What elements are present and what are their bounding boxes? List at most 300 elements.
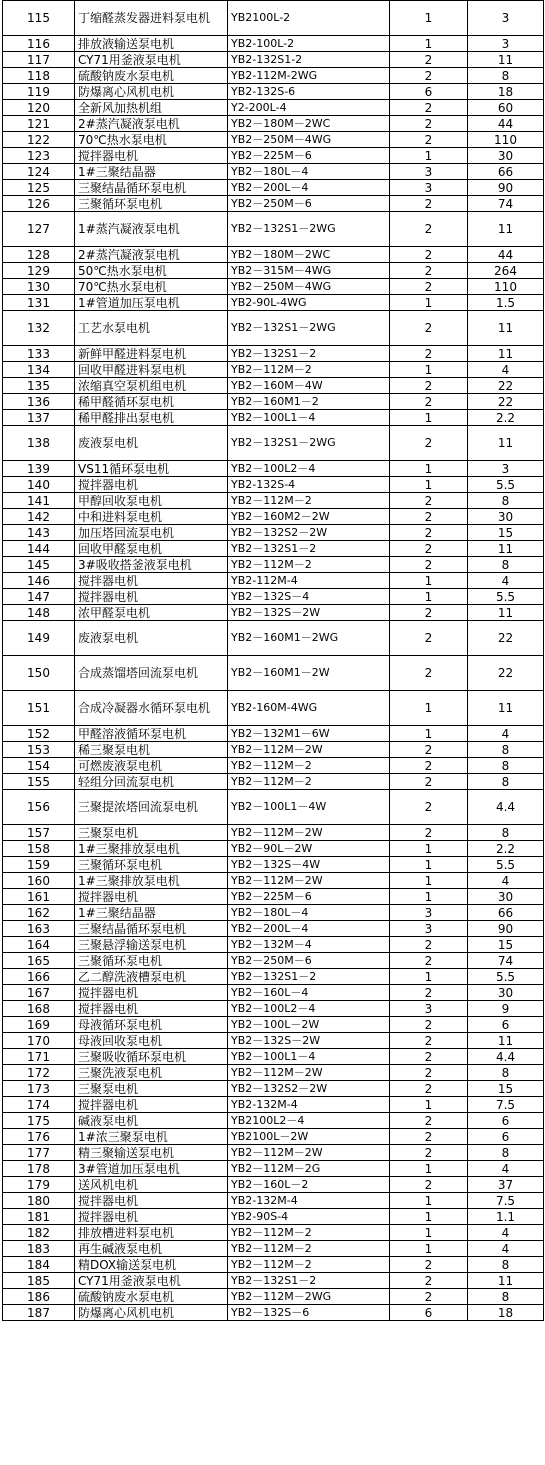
- row-number-cell: 157: [3, 825, 75, 841]
- row-number-cell: 117: [3, 52, 75, 68]
- power-cell: 11: [468, 541, 544, 557]
- power-cell: 3: [468, 36, 544, 52]
- quantity-cell: 2: [390, 426, 468, 461]
- equipment-name-cell: 2#蒸汽凝液泵电机: [75, 247, 228, 263]
- quantity-cell: 2: [390, 1177, 468, 1193]
- table-row: [3, 148, 544, 164]
- model-cell: YB2－132S1－2: [228, 346, 390, 362]
- equipment-name-cell: 稀三聚泵电机: [75, 742, 228, 758]
- table-row: [3, 378, 544, 394]
- model-cell: YB2－132S－6: [228, 1305, 390, 1321]
- quantity-cell: 2: [390, 378, 468, 394]
- equipment-name-cell: 三聚结晶循环泵电机: [75, 180, 228, 196]
- row-number-cell: 179: [3, 1177, 75, 1193]
- table-row: [3, 100, 544, 116]
- equipment-name-cell: 合成冷凝器水循环泵电机: [75, 691, 228, 726]
- quantity-cell: 2: [390, 1289, 468, 1305]
- model-cell: YB2－250M－4WG: [228, 279, 390, 295]
- power-cell: 1.1: [468, 1209, 544, 1225]
- equipment-name-cell: CY71用釜液泵电机: [75, 52, 228, 68]
- power-cell: 11: [468, 311, 544, 346]
- quantity-cell: 1: [390, 477, 468, 493]
- table-row: [3, 132, 544, 148]
- model-cell: YB2－112M－2: [228, 758, 390, 774]
- table-row: [3, 742, 544, 758]
- power-cell: 37: [468, 1177, 544, 1193]
- model-cell: YB2－132M1－6W: [228, 726, 390, 742]
- row-number-cell: 131: [3, 295, 75, 311]
- row-number-cell: 135: [3, 378, 75, 394]
- row-number-cell: 152: [3, 726, 75, 742]
- equipment-name-cell: 稀甲醛排出泵电机: [75, 410, 228, 426]
- table-row: [3, 1177, 544, 1193]
- power-cell: 7.5: [468, 1193, 544, 1209]
- table-row: [3, 889, 544, 905]
- model-cell: YB2－132S1－2: [228, 1273, 390, 1289]
- row-number-cell: 183: [3, 1241, 75, 1257]
- equipment-name-cell: 精三聚输送泵电机: [75, 1145, 228, 1161]
- equipment-name-cell: 1#蒸汽凝液泵电机: [75, 212, 228, 247]
- power-cell: 8: [468, 557, 544, 573]
- equipment-name-cell: 三聚悬浮输送泵电机: [75, 937, 228, 953]
- quantity-cell: 1: [390, 1, 468, 36]
- table-row: [3, 1145, 544, 1161]
- quantity-cell: 2: [390, 263, 468, 279]
- quantity-cell: 3: [390, 1001, 468, 1017]
- table-body: [3, 1, 544, 1321]
- equipment-name-cell: 1#三聚结晶器: [75, 905, 228, 921]
- table-row: [3, 557, 544, 573]
- quantity-cell: 2: [390, 196, 468, 212]
- model-cell: YB2-132S1-2: [228, 52, 390, 68]
- row-number-cell: 149: [3, 621, 75, 656]
- model-cell: YB2-100L-2: [228, 36, 390, 52]
- row-number-cell: 186: [3, 1289, 75, 1305]
- equipment-name-cell: 新鲜甲醛进料泵电机: [75, 346, 228, 362]
- model-cell: YB2－132S1－2: [228, 969, 390, 985]
- equipment-name-cell: 浓缩真空泵机组电机: [75, 378, 228, 394]
- table-row: [3, 426, 544, 461]
- table-row: [3, 726, 544, 742]
- row-number-cell: 125: [3, 180, 75, 196]
- equipment-name-cell: 三聚循环泵电机: [75, 196, 228, 212]
- row-number-cell: 171: [3, 1049, 75, 1065]
- table-row: [3, 116, 544, 132]
- power-cell: 44: [468, 247, 544, 263]
- row-number-cell: 126: [3, 196, 75, 212]
- equipment-name-cell: 母液回收泵电机: [75, 1033, 228, 1049]
- power-cell: 8: [468, 1289, 544, 1305]
- row-number-cell: 160: [3, 873, 75, 889]
- power-cell: 5.5: [468, 589, 544, 605]
- equipment-table: [2, 0, 544, 1321]
- power-cell: 1.5: [468, 295, 544, 311]
- quantity-cell: 1: [390, 148, 468, 164]
- model-cell: YB2－100L2－4: [228, 461, 390, 477]
- table-row: [3, 1033, 544, 1049]
- power-cell: 30: [468, 889, 544, 905]
- row-number-cell: 115: [3, 1, 75, 36]
- row-number-cell: 139: [3, 461, 75, 477]
- quantity-cell: 2: [390, 279, 468, 295]
- row-number-cell: 118: [3, 68, 75, 84]
- equipment-name-cell: 搅拌器电机: [75, 1209, 228, 1225]
- row-number-cell: 120: [3, 100, 75, 116]
- power-cell: 74: [468, 953, 544, 969]
- equipment-name-cell: 甲醇回收泵电机: [75, 493, 228, 509]
- equipment-name-cell: 搅拌器电机: [75, 573, 228, 589]
- equipment-name-cell: 可燃废液泵电机: [75, 758, 228, 774]
- power-cell: 8: [468, 758, 544, 774]
- table-row: [3, 953, 544, 969]
- row-number-cell: 147: [3, 589, 75, 605]
- table-row: [3, 477, 544, 493]
- model-cell: YB2－112M－2: [228, 493, 390, 509]
- row-number-cell: 175: [3, 1113, 75, 1129]
- table-row: [3, 1113, 544, 1129]
- row-number-cell: 161: [3, 889, 75, 905]
- equipment-name-cell: 轻组分回流泵电机: [75, 774, 228, 790]
- quantity-cell: 2: [390, 621, 468, 656]
- table-row: [3, 311, 544, 346]
- equipment-name-cell: 工艺水泵电机: [75, 311, 228, 346]
- table-row: [3, 1273, 544, 1289]
- quantity-cell: 2: [390, 100, 468, 116]
- row-number-cell: 158: [3, 841, 75, 857]
- table-row: [3, 1, 544, 36]
- row-number-cell: 153: [3, 742, 75, 758]
- equipment-name-cell: 回收甲醛泵电机: [75, 541, 228, 557]
- equipment-name-cell: 3#吸收搭釜液泵电机: [75, 557, 228, 573]
- power-cell: 4: [468, 1241, 544, 1257]
- row-number-cell: 167: [3, 985, 75, 1001]
- table-row: [3, 605, 544, 621]
- model-cell: YB2-132S-4: [228, 477, 390, 493]
- power-cell: 264: [468, 263, 544, 279]
- equipment-name-cell: 3#管道加压泵电机: [75, 1161, 228, 1177]
- model-cell: YB2-90L-4WG: [228, 295, 390, 311]
- model-cell: YB2－112M－2W: [228, 825, 390, 841]
- row-number-cell: 124: [3, 164, 75, 180]
- row-number-cell: 130: [3, 279, 75, 295]
- table-row: [3, 1161, 544, 1177]
- power-cell: 4: [468, 573, 544, 589]
- power-cell: 9: [468, 1001, 544, 1017]
- row-number-cell: 146: [3, 573, 75, 589]
- model-cell: YB2－180M－2WC: [228, 247, 390, 263]
- power-cell: 18: [468, 1305, 544, 1321]
- quantity-cell: 2: [390, 509, 468, 525]
- power-cell: 5.5: [468, 477, 544, 493]
- model-cell: YB2－100L1－4: [228, 410, 390, 426]
- equipment-name-cell: 乙二醇洗液槽泵电机: [75, 969, 228, 985]
- quantity-cell: 6: [390, 84, 468, 100]
- model-cell: YB2－160L－4: [228, 985, 390, 1001]
- equipment-name-cell: 硫酸钠废水泵电机: [75, 68, 228, 84]
- model-cell: YB2－225M－6: [228, 889, 390, 905]
- row-number-cell: 141: [3, 493, 75, 509]
- model-cell: YB2－112M－2W: [228, 1065, 390, 1081]
- table-row: [3, 1193, 544, 1209]
- equipment-name-cell: 合成蒸馏塔回流泵电机: [75, 656, 228, 691]
- row-number-cell: 174: [3, 1097, 75, 1113]
- quantity-cell: 1: [390, 1241, 468, 1257]
- power-cell: 8: [468, 1065, 544, 1081]
- equipment-name-cell: 碱液泵电机: [75, 1113, 228, 1129]
- equipment-name-cell: 搅拌器电机: [75, 589, 228, 605]
- table-row: [3, 1049, 544, 1065]
- quantity-cell: 1: [390, 1193, 468, 1209]
- equipment-name-cell: 三聚循环泵电机: [75, 857, 228, 873]
- equipment-name-cell: 搅拌器电机: [75, 1097, 228, 1113]
- power-cell: 11: [468, 1273, 544, 1289]
- equipment-name-cell: 三聚吸收循环泵电机: [75, 1049, 228, 1065]
- model-cell: YB2－250M－6: [228, 196, 390, 212]
- power-cell: 11: [468, 1033, 544, 1049]
- power-cell: 90: [468, 921, 544, 937]
- equipment-name-cell: 1#三聚结晶器: [75, 164, 228, 180]
- row-number-cell: 168: [3, 1001, 75, 1017]
- quantity-cell: 1: [390, 362, 468, 378]
- quantity-cell: 2: [390, 346, 468, 362]
- quantity-cell: 2: [390, 212, 468, 247]
- quantity-cell: 2: [390, 68, 468, 84]
- quantity-cell: 2: [390, 1129, 468, 1145]
- quantity-cell: 2: [390, 605, 468, 621]
- equipment-name-cell: 排放液输送泵电机: [75, 36, 228, 52]
- equipment-name-cell: 甲醛溶液循环泵电机: [75, 726, 228, 742]
- power-cell: 11: [468, 426, 544, 461]
- power-cell: 6: [468, 1129, 544, 1145]
- row-number-cell: 181: [3, 1209, 75, 1225]
- power-cell: 30: [468, 985, 544, 1001]
- model-cell: YB2－112M－2W: [228, 742, 390, 758]
- model-cell: YB2－100L1－4: [228, 1049, 390, 1065]
- power-cell: 60: [468, 100, 544, 116]
- quantity-cell: 2: [390, 1065, 468, 1081]
- equipment-name-cell: 2#蒸汽凝液泵电机: [75, 116, 228, 132]
- power-cell: 5.5: [468, 857, 544, 873]
- model-cell: YB2－100L1－4W: [228, 790, 390, 825]
- row-number-cell: 182: [3, 1225, 75, 1241]
- row-number-cell: 170: [3, 1033, 75, 1049]
- power-cell: 22: [468, 656, 544, 691]
- model-cell: YB2－225M－6: [228, 148, 390, 164]
- row-number-cell: 178: [3, 1161, 75, 1177]
- model-cell: YB2－132S1－2WG: [228, 212, 390, 247]
- quantity-cell: 1: [390, 1209, 468, 1225]
- quantity-cell: 2: [390, 1257, 468, 1273]
- quantity-cell: 2: [390, 132, 468, 148]
- row-number-cell: 142: [3, 509, 75, 525]
- model-cell: Y2-200L-4: [228, 100, 390, 116]
- equipment-name-cell: 全新风加热机组: [75, 100, 228, 116]
- power-cell: 8: [468, 742, 544, 758]
- power-cell: 22: [468, 378, 544, 394]
- model-cell: YB2－200L－4: [228, 921, 390, 937]
- equipment-name-cell: 丁缩醛蒸发器进料泵电机: [75, 1, 228, 36]
- equipment-name-cell: 三聚泵电机: [75, 1081, 228, 1097]
- power-cell: 3: [468, 461, 544, 477]
- row-number-cell: 133: [3, 346, 75, 362]
- table-row: [3, 969, 544, 985]
- power-cell: 8: [468, 68, 544, 84]
- equipment-name-cell: 防爆离心风机电机: [75, 84, 228, 100]
- model-cell: YB2－132S－2W: [228, 605, 390, 621]
- row-number-cell: 185: [3, 1273, 75, 1289]
- quantity-cell: 2: [390, 1145, 468, 1161]
- equipment-name-cell: 废液泵电机: [75, 426, 228, 461]
- quantity-cell: 1: [390, 461, 468, 477]
- table-row: [3, 573, 544, 589]
- power-cell: 11: [468, 346, 544, 362]
- model-cell: YB2－200L－4: [228, 180, 390, 196]
- model-cell: YB2－100L2－4: [228, 1001, 390, 1017]
- equipment-name-cell: CY71用釜液泵电机: [75, 1273, 228, 1289]
- quantity-cell: 1: [390, 410, 468, 426]
- quantity-cell: 1: [390, 295, 468, 311]
- table-row: [3, 263, 544, 279]
- equipment-name-cell: 加压塔回流泵电机: [75, 525, 228, 541]
- model-cell: YB2－250M－4WG: [228, 132, 390, 148]
- quantity-cell: 2: [390, 116, 468, 132]
- power-cell: 2.2: [468, 410, 544, 426]
- power-cell: 18: [468, 84, 544, 100]
- table-row: [3, 84, 544, 100]
- table-row: [3, 279, 544, 295]
- power-cell: 5.5: [468, 969, 544, 985]
- equipment-name-cell: 精DOX输送泵电机: [75, 1257, 228, 1273]
- table-row: [3, 410, 544, 426]
- row-number-cell: 136: [3, 394, 75, 410]
- model-cell: YB2－112M－2: [228, 1225, 390, 1241]
- row-number-cell: 176: [3, 1129, 75, 1145]
- table-row: [3, 247, 544, 263]
- power-cell: 11: [468, 52, 544, 68]
- equipment-name-cell: 搅拌器电机: [75, 148, 228, 164]
- row-number-cell: 165: [3, 953, 75, 969]
- model-cell: YB2－180L－4: [228, 164, 390, 180]
- equipment-name-cell: 废液泵电机: [75, 621, 228, 656]
- equipment-name-cell: 稀甲醛循环泵电机: [75, 394, 228, 410]
- quantity-cell: 2: [390, 394, 468, 410]
- quantity-cell: 1: [390, 1097, 468, 1113]
- table-row: [3, 857, 544, 873]
- power-cell: 30: [468, 148, 544, 164]
- equipment-name-cell: 1#三聚排放泵电机: [75, 841, 228, 857]
- table-row: [3, 1001, 544, 1017]
- model-cell: YB2－315M－4WG: [228, 263, 390, 279]
- model-cell: YB2-132M-4: [228, 1097, 390, 1113]
- quantity-cell: 2: [390, 311, 468, 346]
- power-cell: 2.2: [468, 841, 544, 857]
- quantity-cell: 2: [390, 1113, 468, 1129]
- quantity-cell: 2: [390, 541, 468, 557]
- model-cell: YB2－160M－4W: [228, 378, 390, 394]
- row-number-cell: 138: [3, 426, 75, 461]
- table-row: [3, 905, 544, 921]
- row-number-cell: 148: [3, 605, 75, 621]
- table-row: [3, 346, 544, 362]
- power-cell: 15: [468, 1081, 544, 1097]
- table-row: [3, 1209, 544, 1225]
- power-cell: 22: [468, 394, 544, 410]
- table-row: [3, 196, 544, 212]
- table-row: [3, 691, 544, 726]
- quantity-cell: 2: [390, 953, 468, 969]
- row-number-cell: 159: [3, 857, 75, 873]
- table-row: [3, 52, 544, 68]
- equipment-name-cell: 1#管道加压泵电机: [75, 295, 228, 311]
- table-row: [3, 1129, 544, 1145]
- quantity-cell: 2: [390, 1033, 468, 1049]
- table-row: [3, 758, 544, 774]
- power-cell: 3: [468, 1, 544, 36]
- model-cell: YB2－112M－2: [228, 362, 390, 378]
- table-row: [3, 1289, 544, 1305]
- power-cell: 8: [468, 1257, 544, 1273]
- power-cell: 15: [468, 937, 544, 953]
- table-row: [3, 985, 544, 1001]
- table-row: [3, 1097, 544, 1113]
- model-cell: YB2100L－2W: [228, 1129, 390, 1145]
- row-number-cell: 123: [3, 148, 75, 164]
- power-cell: 8: [468, 825, 544, 841]
- table-row: [3, 164, 544, 180]
- row-number-cell: 121: [3, 116, 75, 132]
- quantity-cell: 1: [390, 589, 468, 605]
- row-number-cell: 173: [3, 1081, 75, 1097]
- table-row: [3, 921, 544, 937]
- table-row: [3, 541, 544, 557]
- quantity-cell: 3: [390, 921, 468, 937]
- table-row: [3, 825, 544, 841]
- table-row: [3, 68, 544, 84]
- quantity-cell: 2: [390, 1273, 468, 1289]
- row-number-cell: 151: [3, 691, 75, 726]
- power-cell: 22: [468, 621, 544, 656]
- model-cell: YB2－132S1－2: [228, 541, 390, 557]
- table-row: [3, 774, 544, 790]
- equipment-name-cell: 三聚洗液泵电机: [75, 1065, 228, 1081]
- equipment-name-cell: 再生碱液泵电机: [75, 1241, 228, 1257]
- row-number-cell: 156: [3, 790, 75, 825]
- quantity-cell: 1: [390, 969, 468, 985]
- row-number-cell: 137: [3, 410, 75, 426]
- row-number-cell: 140: [3, 477, 75, 493]
- power-cell: 4: [468, 873, 544, 889]
- model-cell: YB2－132S2－2W: [228, 525, 390, 541]
- row-number-cell: 164: [3, 937, 75, 953]
- table-row: [3, 841, 544, 857]
- table-row: [3, 1081, 544, 1097]
- table-row: [3, 461, 544, 477]
- quantity-cell: 2: [390, 937, 468, 953]
- power-cell: 30: [468, 509, 544, 525]
- table-row: [3, 394, 544, 410]
- table-row: [3, 509, 544, 525]
- model-cell: YB2－112M－2: [228, 1241, 390, 1257]
- equipment-name-cell: 三聚循环泵电机: [75, 953, 228, 969]
- model-cell: YB2-112M-2WG: [228, 68, 390, 84]
- model-cell: YB2－112M－2W: [228, 1145, 390, 1161]
- model-cell: YB2-132S-6: [228, 84, 390, 100]
- quantity-cell: 1: [390, 873, 468, 889]
- model-cell: YB2－132S1－2WG: [228, 426, 390, 461]
- equipment-name-cell: 三聚结晶循环泵电机: [75, 921, 228, 937]
- power-cell: 11: [468, 691, 544, 726]
- table-row: [3, 589, 544, 605]
